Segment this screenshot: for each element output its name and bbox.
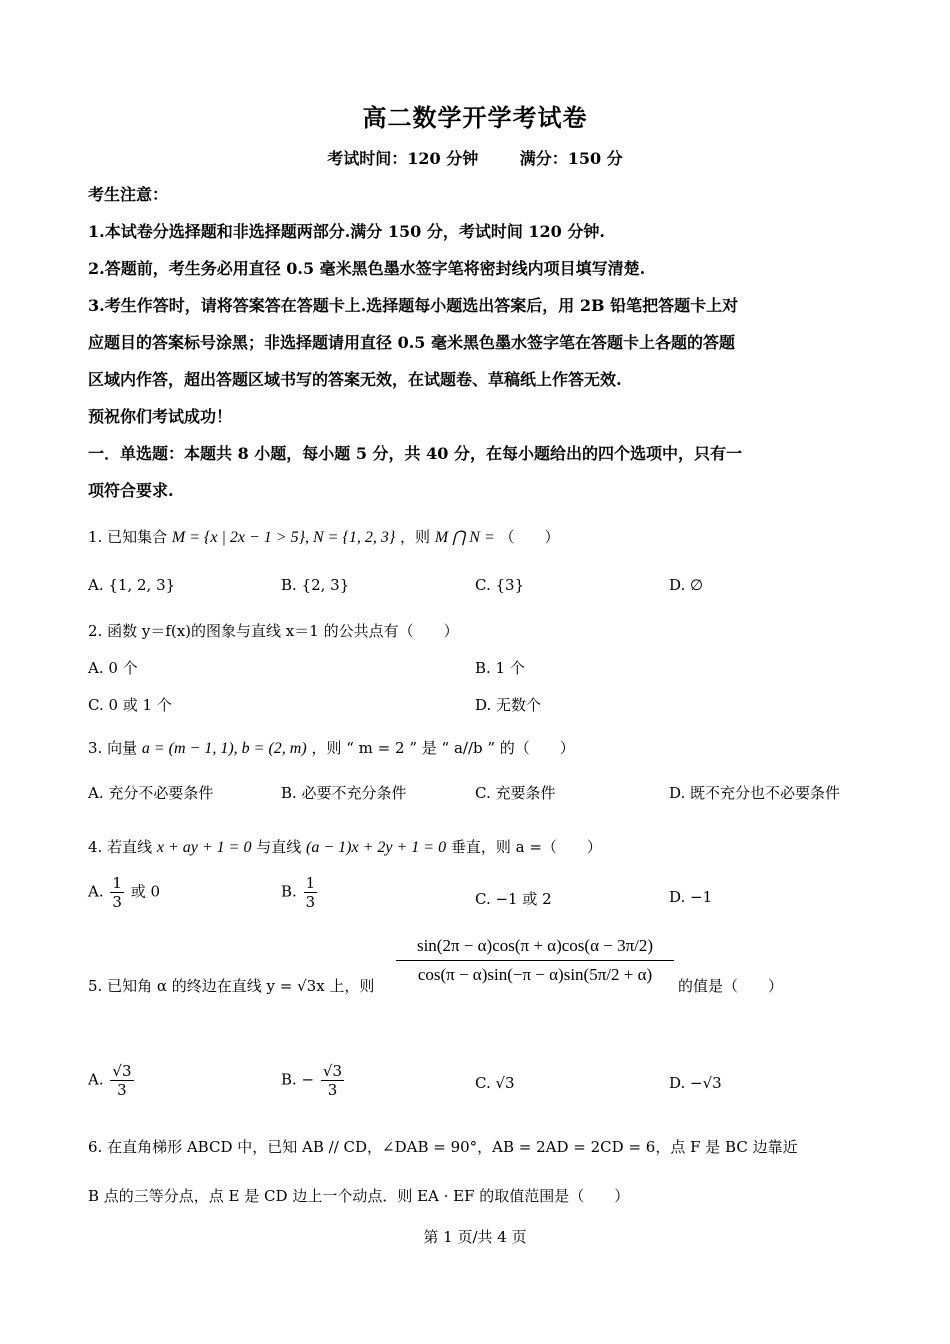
- q3-option-c[interactable]: C. 充要条件: [475, 784, 556, 802]
- q1-mid: ，则: [400, 528, 431, 546]
- q4-line-2: (a − 1)x + 2y + 1 = 0: [306, 839, 447, 856]
- q5-a-fraction: [110, 1062, 133, 1099]
- q5-option-a[interactable]: [88, 1062, 136, 1099]
- q5-denominator: cos(π − α)sin(−π − α)sin(5π/2 + α): [417, 965, 653, 984]
- notice-item-3-line-3: 区域内作答，超出答题区域书写的答案无效，在试题卷、草稿纸上作答无效.: [88, 370, 622, 389]
- q2-option-d[interactable]: D. 无数个: [475, 696, 542, 714]
- q3-mid: ，则 “ m = 2 ” 是 “ a//b ” 的（ ）: [311, 739, 575, 757]
- page-footer: 第 1 页/共 4 页: [423, 1228, 527, 1246]
- question-6-line-1: 6. 在直角梯形 ABCD 中，已知 AB // CD，∠DAB = 90°，AB = 2AD = 2CD = 6，点 F 是 BC 边靠近: [88, 1138, 798, 1156]
- q5-tail: 的值是（ ）: [678, 977, 784, 995]
- notice-heading: 考生注意：: [88, 185, 169, 204]
- q3-prefix: 3. 向量: [88, 739, 138, 757]
- question-2: 2. 函数 y＝f(x)的图象与直线 x＝1 的公共点有（ ）: [88, 622, 459, 640]
- q4-a-numerator: 1: [112, 874, 122, 892]
- q3-option-b[interactable]: B. 必要不充分条件: [281, 784, 407, 802]
- q4-prefix: 4. 若直线: [88, 838, 153, 856]
- q1-option-d[interactable]: D. ∅: [669, 576, 704, 594]
- q1-option-a[interactable]: A. {1, 2, 3}: [88, 576, 176, 594]
- page-title: 高二数学开学考试卷: [362, 103, 588, 132]
- question-3: [88, 737, 575, 758]
- section-heading-line-1: 一．单选题：本题共 8 小题，每小题 5 分，共 40 分，在每小题给出的四个选项中，只有一: [88, 444, 742, 463]
- q1-option-b[interactable]: B. {2, 3}: [281, 576, 350, 594]
- q5-fraction-bar: [396, 960, 674, 961]
- q4-option-b[interactable]: [281, 874, 319, 911]
- q5-b-fraction: [321, 1062, 344, 1099]
- exam-score: 满分：150 分: [519, 149, 623, 168]
- q1-blank: （ ）: [499, 528, 560, 546]
- q3-option-d[interactable]: D. 既不充分也不必要条件: [669, 784, 841, 802]
- q4-option-d[interactable]: D. −1: [669, 888, 713, 906]
- notice-item-3-line-1: 3.考生作答时，请将答案答在答题卡上.选择题每小题选出答案后，用 2B 铅笔把答题卡上对: [88, 296, 739, 315]
- q3-option-a[interactable]: A. 充分不必要条件: [88, 784, 214, 802]
- q4-a-label: A.: [88, 882, 104, 901]
- q4-line-1: x + ay + 1 = 0: [156, 839, 252, 856]
- q4-b-fraction: [304, 874, 318, 911]
- q3-vectors: a = (m − 1, 1), b = (2, m): [141, 740, 307, 757]
- q4-b-denominator: 3: [305, 893, 316, 911]
- q4-mid: 与直线: [256, 838, 302, 856]
- question-5-prefix: 5. 已知角 α 的终边在直线 y = √3x 上，则: [88, 977, 375, 995]
- q5-a-label: A.: [88, 1070, 104, 1089]
- q5-b-label: B. −: [281, 1070, 315, 1089]
- q4-b-numerator: 1: [305, 874, 316, 892]
- q4-option-c[interactable]: C. −1 或 2: [475, 890, 552, 908]
- q4-option-a[interactable]: [88, 874, 160, 911]
- notice-block: [88, 176, 868, 509]
- question-6-line-2: B 点的三等分点，点 E 是 CD 边上一个动点．则 EA · EF 的取值范围是（ ）: [88, 1187, 630, 1205]
- q5-option-c[interactable]: C. √3: [475, 1074, 515, 1092]
- q1-set: M = {x | 2x − 1 > 5}, N = {1, 2, 3}: [171, 529, 396, 546]
- q4-a-denominator: 3: [112, 893, 122, 911]
- q5-b-numerator: √3: [322, 1062, 343, 1080]
- q4-a-tail: 或 0: [130, 882, 161, 901]
- q2-option-a[interactable]: A. 0 个: [88, 659, 138, 677]
- q1-prefix: 1. 已知集合: [88, 528, 168, 546]
- section-heading-line-2: 项符合要求.: [88, 481, 174, 500]
- notice-item-1: 1.本试卷分选择题和非选择题两部分.满分 150 分，考试时间 120 分钟.: [88, 222, 605, 241]
- q5-option-d[interactable]: D. −√3: [669, 1074, 722, 1092]
- notice-item-3-line-2: 应题目的答案标号涂黑；非选择题请用直径 0.5 毫米黑色墨水签字笔在答题卡上各题的答题: [88, 333, 735, 352]
- q5-b-denominator: 3: [321, 1080, 344, 1099]
- q1-option-c[interactable]: C. {3}: [475, 576, 525, 594]
- exam-info: [0, 146, 950, 169]
- notice-item-2: 2.答题前，考生务必用直径 0.5 毫米黑色墨水签字笔将密封线内项目填写清楚.: [88, 259, 646, 278]
- q2-option-c[interactable]: C. 0 或 1 个: [88, 696, 172, 714]
- q4-b-label: B.: [281, 882, 297, 901]
- q4-tail: 垂直，则 a =（ ）: [450, 838, 602, 856]
- q5-a-numerator: √3: [112, 1062, 132, 1080]
- q5-option-b[interactable]: [281, 1062, 346, 1099]
- q5-big-fraction: [396, 936, 674, 985]
- q2-option-b[interactable]: B. 1 个: [475, 659, 525, 677]
- q5-numerator: sin(2π − α)cos(π + α)cos(α − 3π/2): [416, 936, 654, 955]
- exam-time: 考试时间：120 分钟: [327, 149, 479, 168]
- q1-expr: M ⋂ N =: [434, 529, 495, 546]
- q4-a-fraction: [110, 874, 124, 911]
- question-4: [88, 836, 602, 857]
- question-1: [88, 526, 560, 547]
- q5-a-denominator: 3: [110, 1080, 133, 1099]
- notice-wish: 预祝你们考试成功！: [88, 407, 233, 426]
